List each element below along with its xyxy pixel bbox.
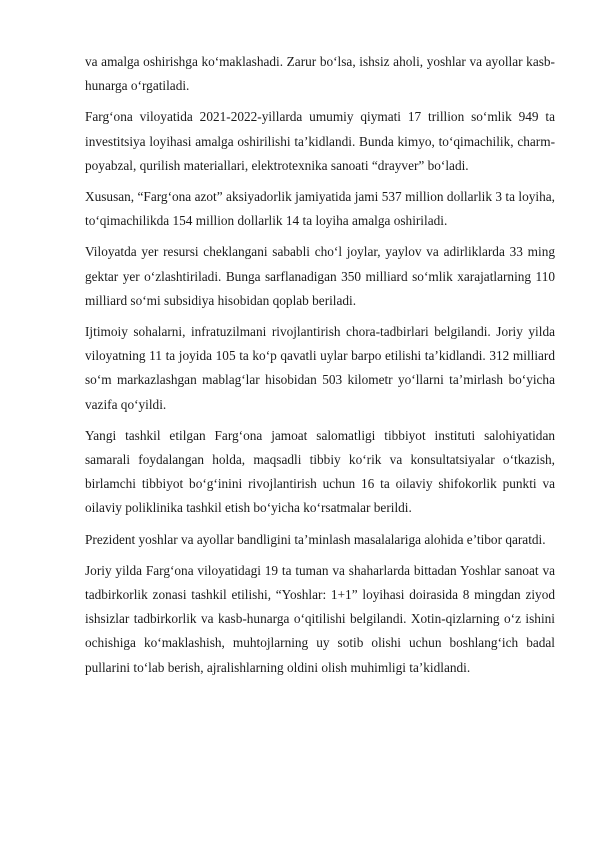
paragraph-3: Xususan, “Farg‘ona azot” aksiyadorlik jamiyatida jami 537 million dollarlik 3 ta loyiha, to‘qimachilikda 154 million dollarlik 14 ta loyiha amalga oshiriladi. (85, 189, 555, 229)
paragraph-4: Viloyatda yer resursi cheklangani sababli cho‘l joylar, yaylov va adirliklarda 33 ming gektar yer o‘zlashtiriladi. Bunga sarflanadigan 350 milliard so‘mlik xarajatlarning 110 milliard so‘mi subsidiya hisobidan qoplab beriladi. (85, 244, 555, 308)
document-body (85, 50, 555, 687)
paragraph-5: Ijtimoiy sohalarni, infratuzilmani rivojlantirish chora-tadbirlari belgilandi. Joriy yilda viloyatning 11 ta joyida 105 ta ko‘p qavatli uylar barpo etilishi ta’kidlandi. 312 milliard so‘m markazlashgan mablag‘lar hisobidan 503 kilometr yo‘llarni ta’mirlash bo‘yicha vazifa qo‘yildi. (85, 324, 555, 412)
paragraph-8: Joriy yilda Farg‘ona viloyatidagi 19 ta tuman va shaharlarda bittadan Yoshlar sanoat va tadbirkorlik zonasi tashkil etilishi, “Yoshlar: 1+1” loyihasi doirasida 8 mingdan ziyod ishsizlar tadbirkorlik va kasb-hunarga o‘qitilishi belgilandi. Xotin-qizlarning o‘z ishini ochishiga ko‘maklashish, muhtojlarning uy sotib olishi uchun boshlang‘ich badal pullarini to‘lab berish, ajralishlarning oldini olish muhimligi ta’kidlandi. (85, 562, 555, 675)
paragraph-6: Yangi tashkil etilgan Farg‘ona jamoat salomatligi tibbiyot instituti salohiyatidan samarali foydalangan holda, maqsadli tibbiy ko‘rik va konsultatsiyalar o‘tkazish, birlamchi tibbiyot bo‘g‘inini rivojlantirish uchun 16 ta oilaviy shifokorlik punkti va oilaviy poliklinika tashkil etish bo‘yicha ko‘rsatmalar berildi. (85, 427, 555, 516)
paragraph-1: va amalga oshirishga ko‘maklashadi. Zarur bo‘lsa, ishsiz aholi, yoshlar va ayollar kasb-hunarga o‘rgatiladi. (85, 54, 555, 94)
paragraph-2: Farg‘ona viloyatida 2021-2022-yillarda umumiy qiymati 17 trillion so‘mlik 949 ta investitsiya loyihasi amalga oshirilishi ta’kidlandi. Bunda kimyo, to‘qimachilik, charm-poyabzal, qurilish materiallari, elektrotexnika sanoati “drayver” bo‘ladi. (85, 109, 555, 173)
paragraph-7: Prezident yoshlar va ayollar bandligini ta’minlash masalalariga alohida e’tibor qaratdi. (85, 531, 546, 547)
